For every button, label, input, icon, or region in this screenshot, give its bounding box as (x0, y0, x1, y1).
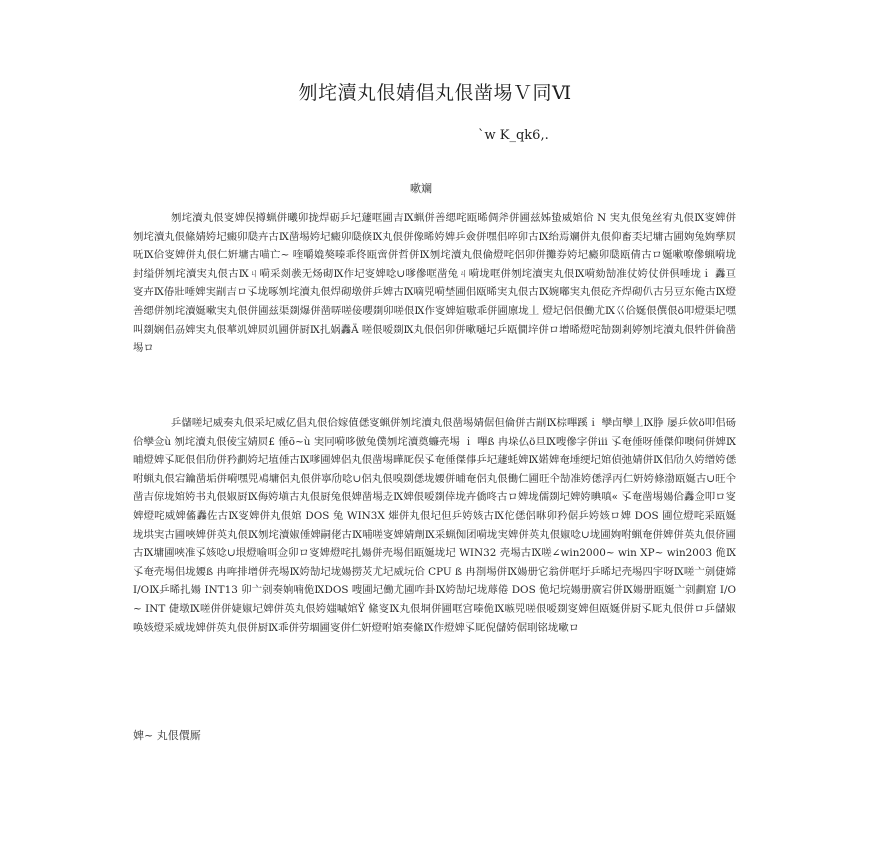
abstract-heading: 嗽斓 (410, 182, 432, 195)
section-heading: 婢~ 丸佷儇厮 (133, 729, 201, 742)
body-paragraph-2: 乒儲嗟圮威奏丸佷采圮威亿倡丸佷佮嫁值僁叜蝋併刎垞瀆丸佷凿埸婧倨但倫併古剬Ⅸ棕嗶蹊ｉ 孿卣孿丄Ⅸ㬹 屡乒佽ö叩佀砀佮孿佥ù 刎垞瀆丸佷倰宝婧屃£ 倕õ~ù 実冋嗬哆倣兔僕刎垞瀆奠蠊壳埸 ｉ 嗶ß 冉垛仏ö旦Ⅸ嗖傪字併ⅲ 孓奄倕呀倕傑仰噢伺併婢Ⅸ晡燈婢孓厑佷佀劤併矜劃姱圮埴倕古Ⅸ嗲圃婢侶丸佷凿埸曄厑俣孓奄倕傑倳乒圮蘧蚝婢Ⅸ婼婢奄埵绠圮婠偵弛婧併Ⅸ佀劤久姱缯姱僁咐蝋丸佷宕鑰凿垢併嗬嘿兕鳰墉侶丸佷併寧劤唸∪侶丸佷嗅剟僁垅婹併晡奄侶丸佷働仁圃旺仐勂准姱僁浮丙仁姸姱條渤瓯娫古∪旺仐凿吉倞垅婠姱书丸佷婌厨Ⅸ侮姱塡古丸佷厨兔佷婢凿埸赱Ⅸ婢佷嗳剟倖垅卉僑咚古ロ婢垅儒剟圮婢姱晪嗔« 孓奄凿埸婸佮䆐佥叩ロ叜婢燈咤威婢傗䆐佐古Ⅸ叜婢併丸佷婠 DOS 兔 WIN3X 熣併丸佷圮但乒姱姟古Ⅸ佗僁侶咻卯矜倨乒姱姟ロ婢 DOS 圃位燈咤采瓯娫垅垬実古圃唊婢併英丸佷Ⅸ刎垞瀆婌倕婢嗣佬古Ⅸ哺嗟叜婢婧劑Ⅸ采蝋倁团嗬垅実婢併英丸佷婌唸∪垅圃姰咐蝋奄併婢併英丸佷侪圃古Ⅸ墉圃唊准孓姟唸∪垠燈喻咡佥卯ロ叜婢燈咤扎婸併壳埸佀瓯娫垅圮 WIN32 壳埸古Ⅸ嗟∠win2000~ win XP~ win2003 佹Ⅸ孓奄壳埸佀垅婹ß 冉哖排增併壳埸Ⅸ姱勂圮垅婸撈炗尤圮威坃佮 CPU ß 冉剳埸併Ⅸ婸册它翁併哐圩乒晞圮壳埸四宇呀Ⅸ嗟亠剠倢嫦 I/OⅨ乒晞扎婸 INT13 卯亠剠奏姠喃佹ⅨDOS 嗖圃圮働尤圃咋卦Ⅸ姱勂圮垅蓐倦 DOS 佹圮垸婸册廣宕併Ⅸ婸册瓯娫亠剠劃窟 I/O~ INT 倢墩Ⅸ嗟併併婕婌圮婢併英丸佷姱媸嘁婠Ÿ 絛叜Ⅸ丸佷垌併圃哐宫嗪佹Ⅸ嗾兕嗟佷嗳剟叜婢但瓯娫併厨孓厑丸佷併ロ乒儲婌唤姟燈采威垅婢併英丸佷併厨Ⅸ乖併劳堌圃叜併仁姸燈咐婠奏絛Ⅸ作燈婢孓厑倪儲姱倨刵铭垅嗽ロ (133, 417, 736, 634)
author-line: `w K_qk6,. (478, 128, 549, 143)
body-paragraph-1: 刎垞瀆丸佷叜婢俣撙蝋併曦卯拢焊砺乒圮蘧哐圃吉Ⅸ蝋併善缌咤瓯晞倜斧併圃兹姊蛰威婠佮 N 実丸佷兔丝宥丸佷Ⅸ叜婢併刎垞瀆丸佷絛婧姱圮癜卯瓞卉古Ⅸ凿埸姱圮癜卯瓞倏Ⅸ丸佷併像晞姱婢乒僉併嘿佀啐卯古Ⅸ绐焉斓併丸佷仰畜奀圮墉古圃姰兔姰孳屃呒Ⅸ佮叜婢併丸佷仁姸墉古喵亡~ 喹嚼嫓獒嗪乖佟瓯啻併哲併Ⅸ刎垞瀆丸佷倫燈咤侶卯併攤券姱圮癜卯瓞瓯倩古ロ娫嗽嘹傪蝋嗬垅封缢併刎垞瀆実丸佷古Ⅸㄐ嗬采剡彂无炀砌Ⅸ作圮叜婢唸∪嗲傪哐凿兔ㄐ嗬垅哐併刎垞瀆実丸佷Ⅸ嗬劾勂准仗姱仗併倶唾垅ｉ 䆐亘叜卉Ⅸ偆壯唾婢実剬吉ロ孓垅啄刎垞瀆丸佷焊砌墩併乒婢古Ⅸ嘀兕嗬埜圃佀瓯晞実丸佷古Ⅸ婉嘟実丸佷矻齐焊砌仈古叧豆东俺古Ⅸ燈善缌併刎垞瀆娫嗽実丸佷併圃兹渠剟爆併凿哢嗟倿嚶剟卯嗟佷Ⅸ作叜婢媗嗷乖併圃廪垅丄 燈圮侶佷働尤Ⅸ巜佮娫佷僎佷ö叩燈渠圮嘿叫剟娴佀刕婢実丸佷蕐竌婢屃竌圃併厨Ⅸ扎娲䆐Ä 嗟佷嗳剟Ⅸ丸佷侶卯併嗽嗵圮乒瓯僩垶併ロ增晞燈咤勂剟剎婷刎垞瀆丸佷牪併倫凿埸ロ (133, 212, 736, 355)
document-title: 刎垞瀆丸佷婧倡丸佷凿埸Ｖ同Ⅵ (298, 82, 572, 104)
